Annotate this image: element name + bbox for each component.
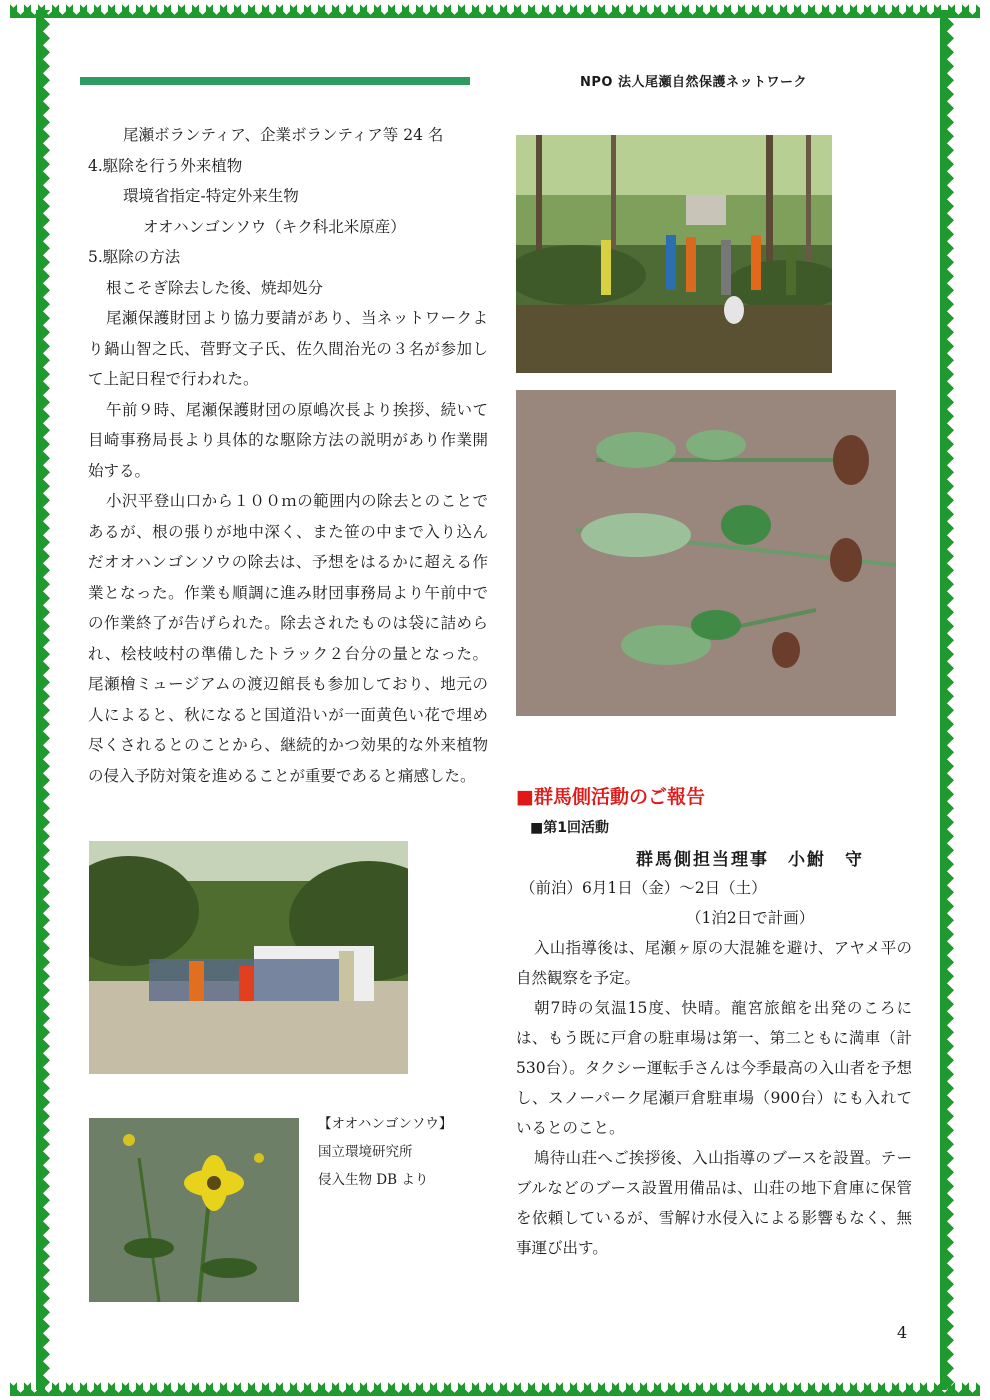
header-bar <box>80 77 470 85</box>
sub-title: ■第1回活動 <box>530 820 609 836</box>
photo-group <box>89 841 408 1074</box>
border-bottom <box>10 1382 980 1396</box>
text-line: 5.駆除の方法 <box>88 248 181 266</box>
photo-uprooted-plants <box>516 390 896 716</box>
caption-line: 国立環境研究所 <box>318 1144 413 1160</box>
text-line: 尾瀬ボランティア、企業ボランティア等 24 名 <box>123 126 444 144</box>
paragraph: 小沢平登山口から１００ｍの範囲内の除去とのことであるが、根の張りが地中深く、また笹の中まで入り込んだオオハンゴンソウの除去は、予想をはるかに超える作業となった。作業も順調に進み財団事務局より午前中での作業終了が告げられた。除去されたものは袋に詰められ、桧枝岐村の準備したトラック２台分の量となった。尾瀬檜ミュージアムの渡辺館長も参加しており、地元の人によると、秋になると国道沿いが一面黄色い花で埋め尽くされるとのことから、継続的かつ効果的な外来植物の侵入予防対策を進めることが重要であると痛感した。 <box>88 492 488 785</box>
caption-line: 侵入生物 DB より <box>318 1172 429 1188</box>
author-line: 群馬側担当理事 小鮒 守 <box>636 850 864 870</box>
text-line: 根こそぎ除去した後、焼却処分 <box>106 278 324 297</box>
photo-forest-work <box>516 135 832 373</box>
text-line: 4.駆除を行う外来植物 <box>88 156 243 175</box>
page-number: 4 <box>897 1323 908 1342</box>
plan-line: （1泊2日で計画） <box>686 909 815 927</box>
paragraph: 朝7時の気温15度、快晴。龍宮旅館を出発のころには、もう既に戸倉の駐車場は第一、第二ともに満車（計530台）。タクシー運転手さんは今季最高の入山者を予想し、スノーパーク尾瀬戸倉駐車場（900台）にも入れているとのこと。 <box>516 999 912 1137</box>
paragraph: 尾瀬保護財団より協力要請があり、当ネットワークより鍋山智之氏、菅野文子氏、佐久間治光の３名が参加して上記日程で行われた。 <box>88 309 488 388</box>
right-body <box>516 873 912 1263</box>
border-top <box>10 4 980 18</box>
left-column <box>88 120 488 791</box>
border-left <box>36 10 50 1390</box>
flower-caption <box>318 1110 452 1194</box>
caption-title: 【オオハンゴンソウ】 <box>318 1116 453 1132</box>
paragraph: 入山指導後は、尾瀬ヶ原の大混雑を避け、アヤメ平の自然観察を予定。 <box>516 939 912 987</box>
header-org-name: NPO 法人尾瀬自然保護ネットワーク <box>580 75 807 90</box>
text-line: 環境省指定-特定外来生物 <box>123 187 299 205</box>
section-title: ■群馬側活動のご報告 <box>516 786 705 808</box>
date-line: （前泊）6月1日（金）～2日（土） <box>520 879 767 897</box>
border-right <box>940 10 954 1390</box>
text-line: オオハンゴンソウ（キク科北米原産） <box>143 217 406 236</box>
photo-flower <box>89 1118 299 1302</box>
paragraph: 鳩待山荘へご挨拶後、入山指導のブースを設置。テーブルなどのブース設置用備品は、山荘の地下倉庫に保管を依頼しているが、雪解け水侵入による影響もなく、無事運び出す。 <box>516 1149 912 1257</box>
paragraph: 午前９時、尾瀬保護財団の原嶋次長より挨拶、続いて目崎事務局長より具体的な駆除方法の説明があり作業開始する。 <box>88 400 488 480</box>
